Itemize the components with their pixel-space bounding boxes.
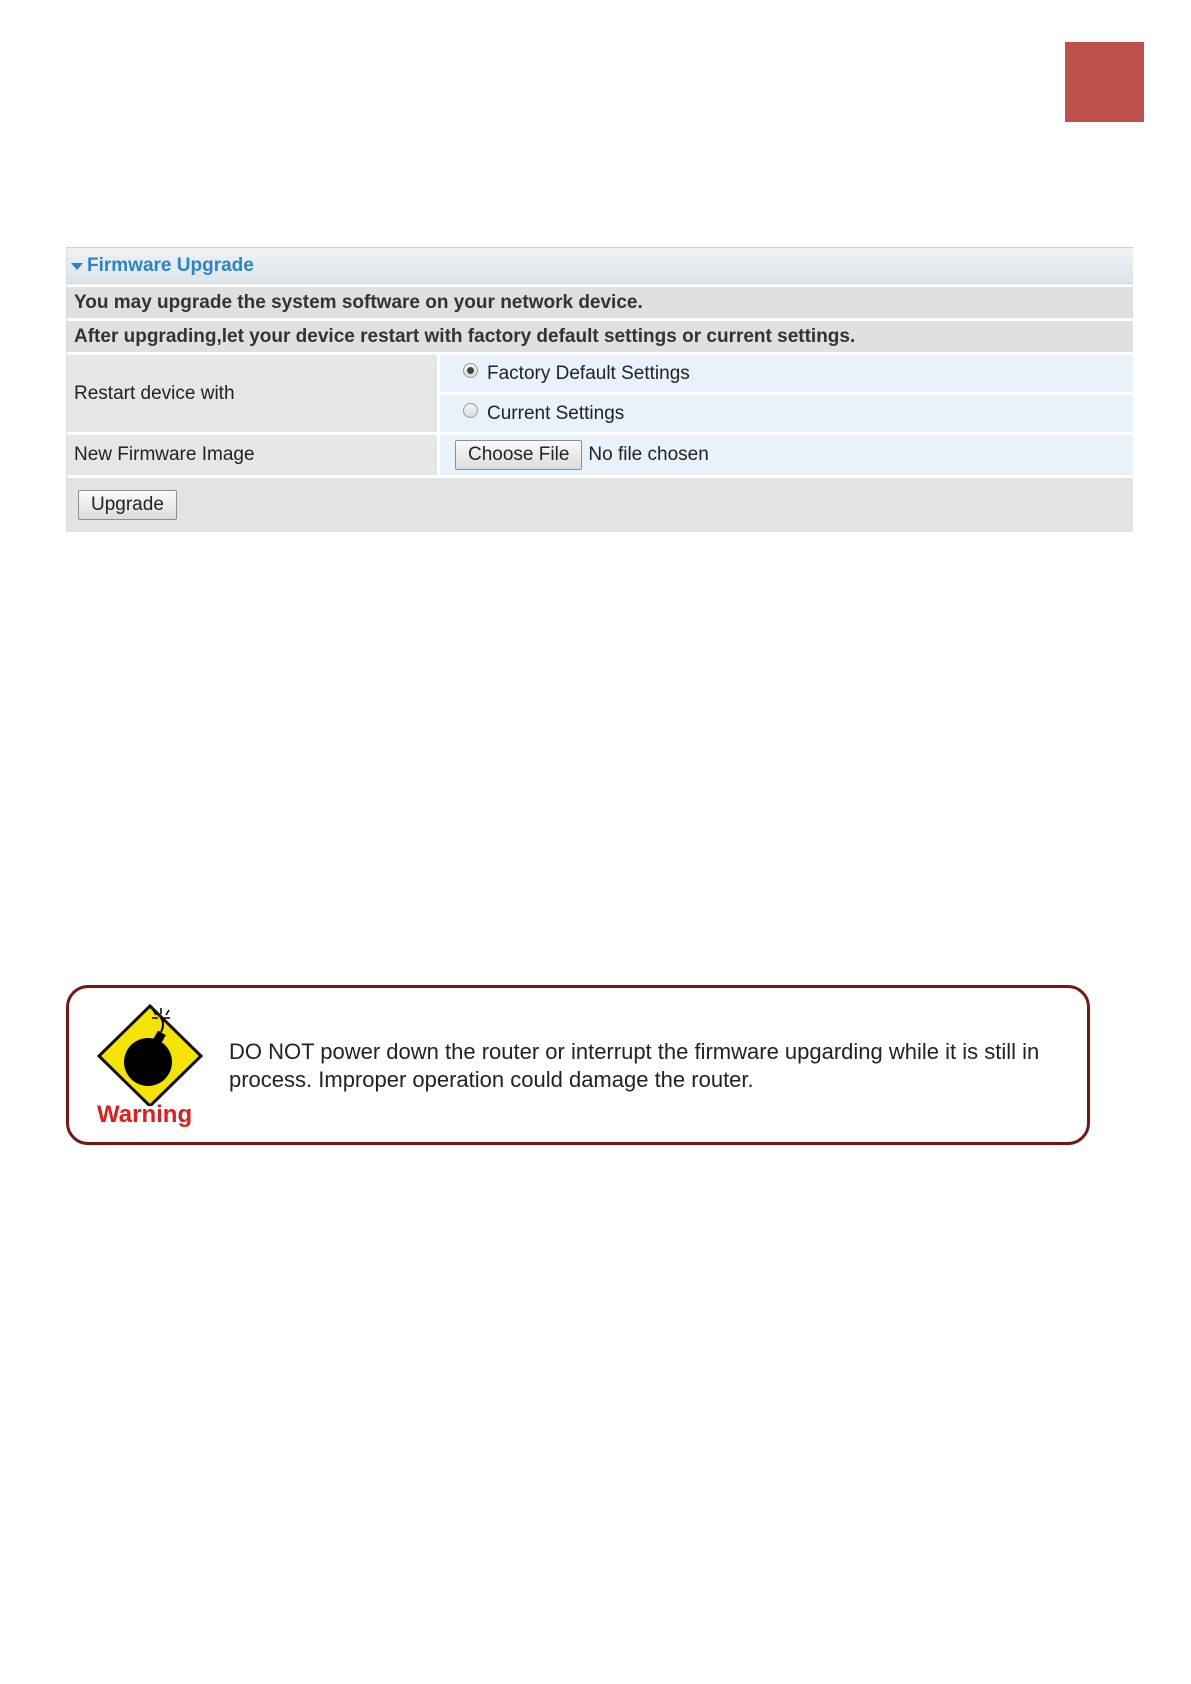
page-corner-marker <box>1065 42 1144 122</box>
restart-option-factory-default[interactable] <box>440 355 1133 392</box>
current-settings-radio[interactable] <box>463 403 478 418</box>
triangle-down-icon[interactable] <box>71 263 83 270</box>
restart-option-current-settings[interactable] <box>440 395 1133 432</box>
warning-box <box>66 985 1090 1145</box>
warning-text: DO NOT power down the router or interrupt the firmware upgarding while it is still in process. Improper operation could damage the router. <box>229 1039 1040 1092</box>
current-settings-label: Current Settings <box>487 402 625 424</box>
file-status: No file chosen <box>588 444 709 465</box>
bomb-warning-icon <box>95 1002 205 1106</box>
panel-header[interactable] <box>67 247 1133 284</box>
file-input <box>440 435 1133 475</box>
choose-file-button[interactable]: Choose File <box>455 440 582 470</box>
warning-label: Warning <box>97 1101 193 1128</box>
restart-options <box>440 355 1133 432</box>
restart-label: Restart device with <box>67 355 437 432</box>
info-line-1: You may upgrade the system software on your network device. <box>67 287 1133 318</box>
upgrade-button[interactable]: Upgrade <box>78 490 177 520</box>
factory-default-label: Factory Default Settings <box>487 362 690 384</box>
factory-default-radio[interactable] <box>463 363 478 378</box>
firmware-image-row <box>67 435 1133 475</box>
firmware-image-label: New Firmware Image <box>67 435 437 475</box>
restart-row <box>67 355 1133 432</box>
firmware-upgrade-panel <box>66 247 1133 532</box>
info-line-2: After upgrading,let your device restart with factory default settings or current settings. <box>67 321 1133 352</box>
panel-title: Firmware Upgrade <box>87 254 254 276</box>
action-row <box>67 478 1133 532</box>
firmware-image-value <box>440 435 1133 475</box>
